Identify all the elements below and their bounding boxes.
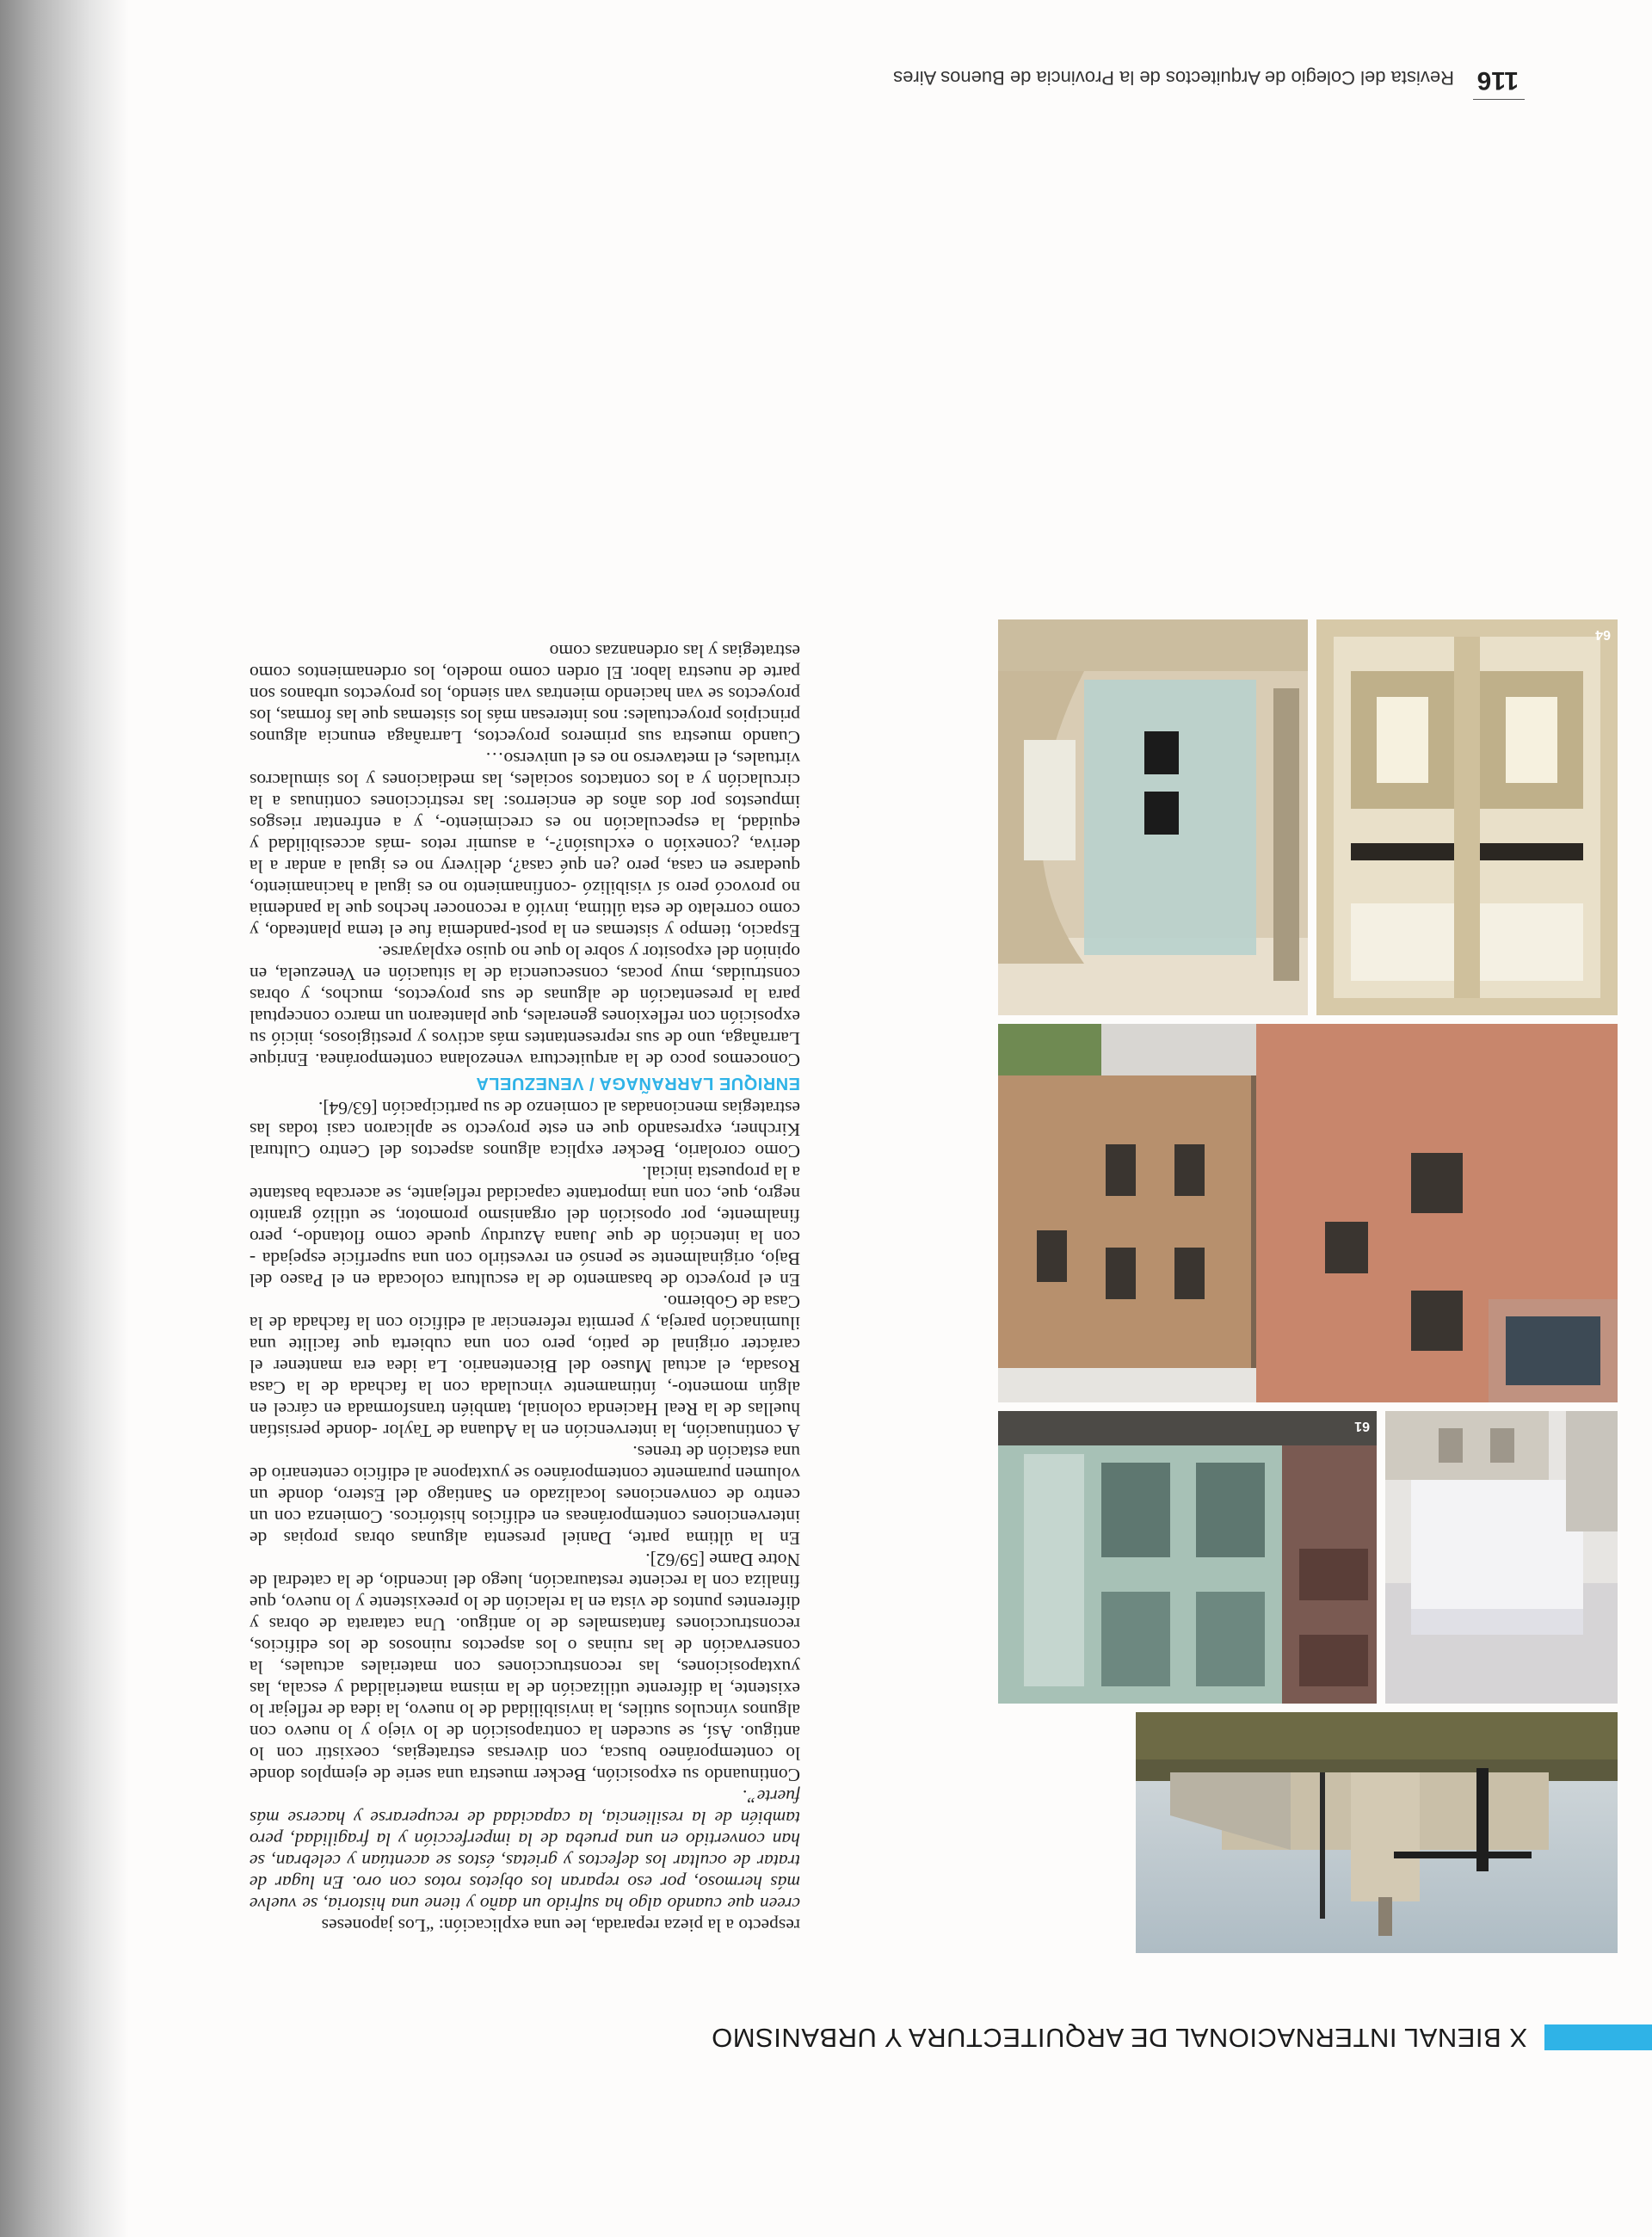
paragraph: Como corolario, Becker explica algunos aspectos del Centro Cultural Kirchner, expresando que en este proyecto se aplicaron casi todas las estrategias mencionadas al comienzo de su participación [63/64]. [250, 1098, 800, 1162]
photo-glass-column-hall [998, 619, 1308, 1015]
photo-atrium-interior [1316, 619, 1618, 1015]
paragraph: Conocemos poco de la arquitectura venezolana contemporánea. Enrique Larrañaga, uno de sus representantes más activos y prestigiosos, inició su exposición con reflexiones generales, que plantearon un marco conceptual para la presentación de algunas de sus proyectos, muchos, y obras construidas, muy pocas, consecuencia de la situación en Venezuela, en opinión del expositor y sobre lo que no quiso explayarse. [250, 942, 800, 1070]
accent-bar [1544, 2024, 1652, 2050]
figure-number: 61 [1354, 1419, 1370, 1433]
photo-cathedral-reconstruction [1136, 1712, 1618, 1953]
paragraph: Cuando muestra sus primeros proyectos, Larrañaga enuncia algunos principios proyectuales: nos interesan más los sistemas que las formas, los proyectos se van haciendo mientras van siendo, los proyectos urbanos son parte de nuestra labor. El orden como modelo, los ordenamientos como estrategias y las ordenanzas como [250, 641, 800, 748]
paragraph: A continuación, la intervención en la Aduana de Taylor -donde persistían huellas de la Real Hacienda colonial, también transformada en cárcel en algún momento-, íntimamente vinculada con la fachada de la Casa Rosada, el actual Museo del Bicentenario. La idea era mantener el carácter original de patio, pero con una cubierta que facilite una iluminación pareja, y permita referenciar al edificio con la fachada de la Casa de Gobierno. [250, 1291, 800, 1441]
paragraph: En la última parte, Daniel presenta algunas obras propias de intervenciones contemporáneas en edificios históricos. Comienza con un centro de convenciones localizado en Santiago del Estero, donde un volumen puramente contemporáneo se yuxtapone al edificio centenario de una estación de trenes. [250, 1442, 800, 1549]
page-number-rule [1473, 99, 1525, 100]
page-number: 116 [1476, 66, 1519, 95]
article-text-column [250, 640, 800, 1936]
photo-brick-building [998, 1024, 1618, 1402]
section-heading: ENRIQUE LARRAÑAGA / VENEZUELA [475, 1074, 800, 1093]
paragraph: Continuando su exposición, Becker muestra una serie de ejemplos donde lo contemporáneo busca, con diversas estrategias, coexistir con lo antiguo. Así, se suceden la contraposición de lo viejo y lo nuevo con algunos vínculos sutiles, la invisibilidad de lo nuevo, la idea de reflejar lo existente, la diferente utilización de la misma materialidad y escala, las yuxtaposiciones, las reconstrucciones con materiales actuales, la conservación de las ruinas o los aspectos ruinosos de los edificios, reconstrucciones fantasmales de lo antiguo. Una catarata de obras y diferentes puntos de vista en la relación de lo preexistente y lo nuevo, que finaliza con la reciente restauración, luego del incendio, de la catedral de Notre Dame [59/62]. [250, 1550, 800, 1785]
paragraph: En el proyecto de basamento de la escultura colocada en el Paseo del Bajo, originalmente se pensó en revestirlo con una superficie espejada -con la intención de que Juana Azurduy quede como flotando-, pero finalmente, por oposición del organismo promotor, se utilizó granito negro, que, con una importante capacidad reflejante, se acercaba bastante a la propuesta inicial. [250, 1162, 800, 1291]
figure-number: 64 [1595, 627, 1611, 642]
journal-name: Revista del Colegio de Arquitectos de la Provincia de Buenos Aires [893, 67, 1454, 89]
photo-glass-facade [998, 1411, 1377, 1704]
quote-paragraph: creen que cuando algo ha sufrido un daño y tiene una historia, se vuelve más hermoso, por eso reparan los objetos rotos con oro. En lugar de tratar de ocultar los defectos y grietas, éstos se acentúan y celebran, se han convertido en una prueba de la imperfección y la fragilidad, pero también de la resiliencia, la capacidad de recuperarse y hacerse más fuerte”. [250, 1786, 800, 1914]
paragraph: respecto a la pieza reparada, lee una explicación: “Los japoneses [321, 1915, 800, 1936]
page-gutter-shadow [0, 0, 129, 2237]
series-title: X BIENAL INTERNACIONAL DE ARQUITECTURA Y URBANISMO [711, 2023, 1527, 2053]
paragraph: Espacio, tiempo y sistemas en la post-pandemia fue el tema planteado, y como correlato de esta última, invitó a reconocer hechos que la pandemia no provocó pero sí visibilizó -confinamiento no es igual a hacinamiento, quedarse en casa, pero ¿en qué casa?, delivery no es igual a andar a la deriva, ¿conexión o exclusión?-, a asumir retos -más accesibilidad y equidad, la especulación no es crecimiento-, y a enfrentar riesgos impuestos por dos años de encierros: las restricciones continuas a la circulación y a los contactos sociales, las mediaciones y los simulacros virtuales, el metaverso no es el universo… [250, 749, 800, 941]
photo-white-volume [1385, 1411, 1618, 1704]
